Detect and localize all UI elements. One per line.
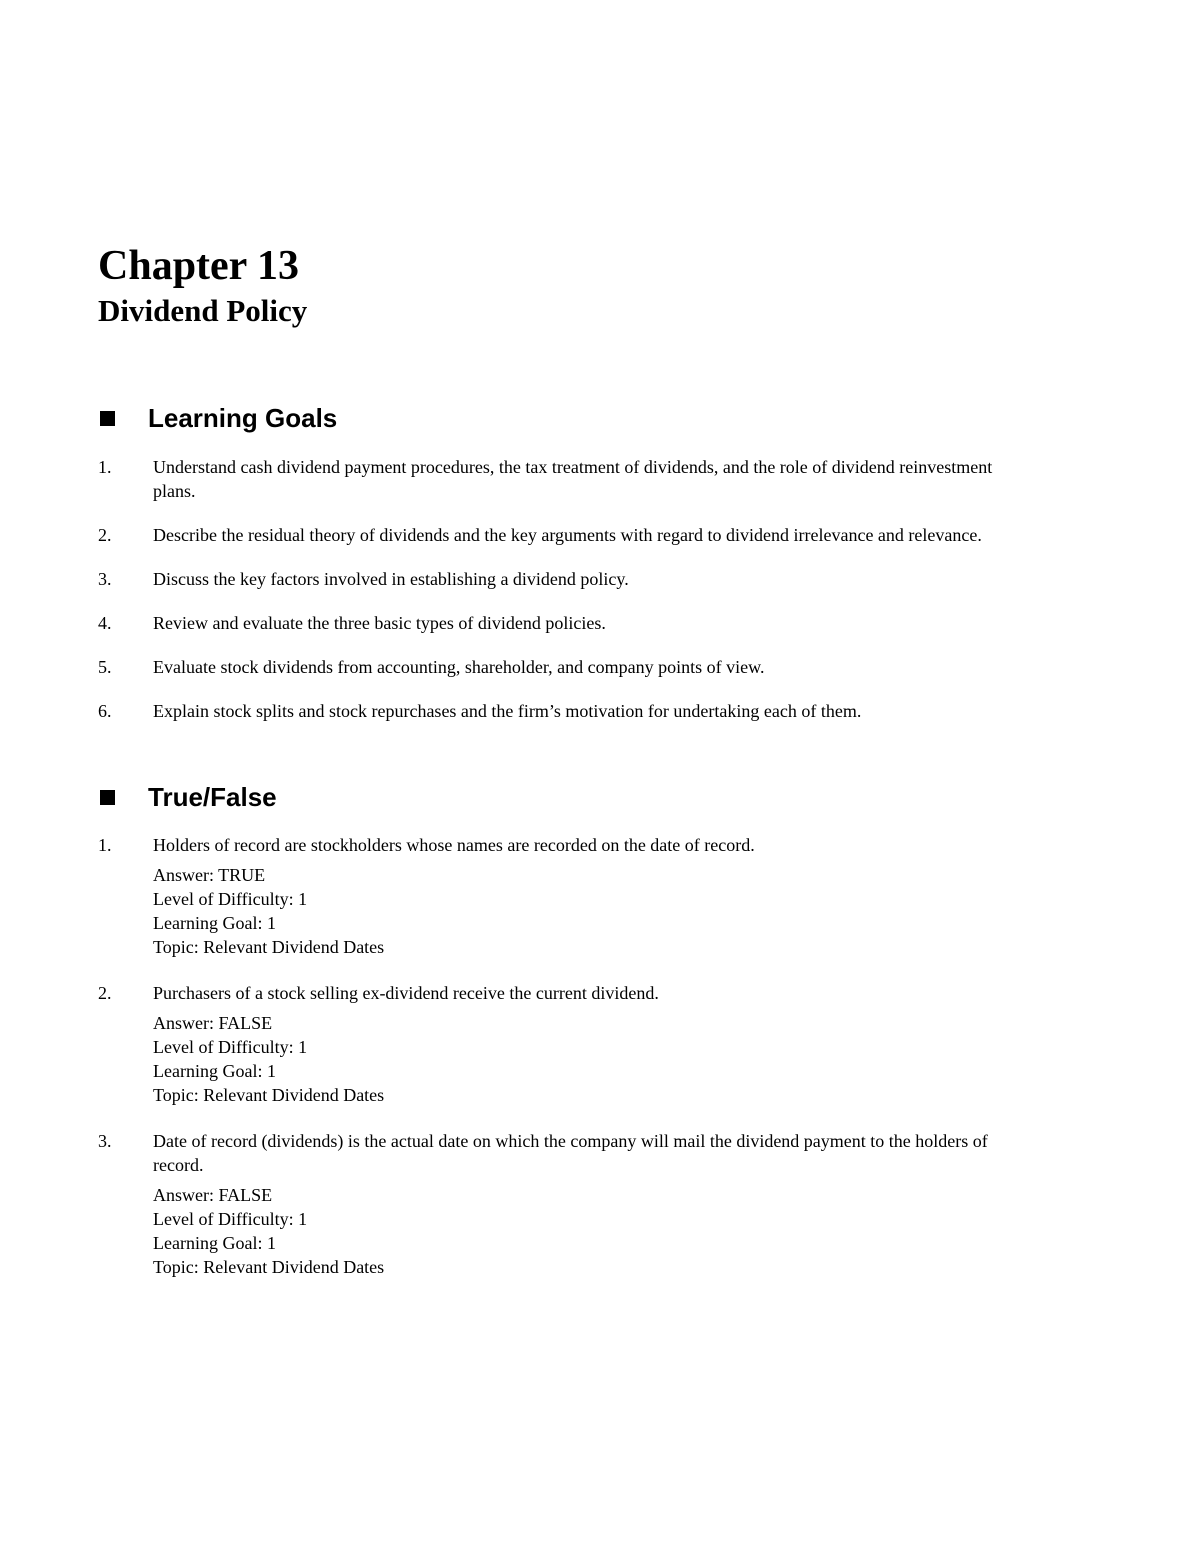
difficulty-line: Level of Difficulty: 1	[153, 1037, 308, 1057]
learning-goal-number: 6.	[98, 701, 112, 721]
square-bullet-icon	[100, 790, 115, 805]
learning-goal-number: 4.	[98, 613, 112, 633]
learning-goal-text: Review and evaluate the three basic types of dividend policies.	[153, 613, 606, 633]
square-bullet-icon	[100, 411, 115, 426]
question-text: Holders of record are stockholders whose names are recorded on the date of record.	[153, 835, 755, 855]
learning-goal-item	[98, 699, 1038, 723]
learning-goals-heading	[98, 402, 337, 434]
learning-goals-heading-label: Learning Goals	[148, 403, 338, 433]
learning-goal-item	[98, 523, 1038, 547]
true-false-heading-label: True/False	[148, 782, 277, 812]
question-meta	[153, 863, 1038, 959]
question-number: 3.	[98, 1131, 112, 1151]
topic-line: Topic: Relevant Dividend Dates	[153, 1257, 385, 1277]
question-meta	[153, 1183, 1038, 1279]
topic-line: Topic: Relevant Dividend Dates	[153, 937, 385, 957]
learning-goal-item	[98, 567, 1038, 591]
question-text: Date of record (dividends) is the actual date on which the company will mail the dividend payment to the holders of record.	[153, 1131, 988, 1175]
learning-goal-line: Learning Goal: 1	[153, 1061, 276, 1081]
learning-goal-item	[98, 455, 1038, 503]
learning-goal-text: Describe the residual theory of dividends and the key arguments with regard to dividend irrelevance and relevance.	[153, 525, 982, 545]
topic-line: Topic: Relevant Dividend Dates	[153, 1085, 385, 1105]
learning-goal-item	[98, 655, 1038, 679]
learning-goal-line: Learning Goal: 1	[153, 1233, 276, 1253]
question-item	[98, 1129, 1038, 1279]
learning-goals-list	[98, 455, 1038, 743]
learning-goal-number: 2.	[98, 525, 112, 545]
answer-line: Answer: FALSE	[153, 1185, 273, 1205]
question-number: 2.	[98, 983, 112, 1003]
answer-line: Answer: TRUE	[153, 865, 266, 885]
learning-goal-number: 1.	[98, 457, 112, 477]
learning-goal-text: Discuss the key factors involved in establishing a dividend policy.	[153, 569, 629, 589]
question-text: Purchasers of a stock selling ex-dividend receive the current dividend.	[153, 983, 659, 1003]
true-false-list	[98, 833, 1038, 1301]
learning-goal-text: Evaluate stock dividends from accounting, shareholder, and company points of view.	[153, 657, 765, 677]
learning-goal-text: Explain stock splits and stock repurchases and the firm’s motivation for undertaking each of them.	[153, 701, 862, 721]
learning-goal-item	[98, 611, 1038, 635]
question-number: 1.	[98, 835, 112, 855]
chapter-subtitle: Dividend Policy	[98, 293, 308, 328]
learning-goal-number: 5.	[98, 657, 112, 677]
true-false-heading	[98, 781, 277, 813]
learning-goal-text: Understand cash dividend payment procedures, the tax treatment of dividends, and the role of dividend reinvestment plans.	[153, 457, 993, 501]
learning-goal-line: Learning Goal: 1	[153, 913, 276, 933]
question-meta	[153, 1011, 1038, 1107]
learning-goal-number: 3.	[98, 569, 112, 589]
answer-line: Answer: FALSE	[153, 1013, 273, 1033]
question-item	[98, 981, 1038, 1107]
chapter-title: Chapter 13	[98, 243, 300, 289]
question-item	[98, 833, 1038, 959]
difficulty-line: Level of Difficulty: 1	[153, 1209, 308, 1229]
difficulty-line: Level of Difficulty: 1	[153, 889, 308, 909]
